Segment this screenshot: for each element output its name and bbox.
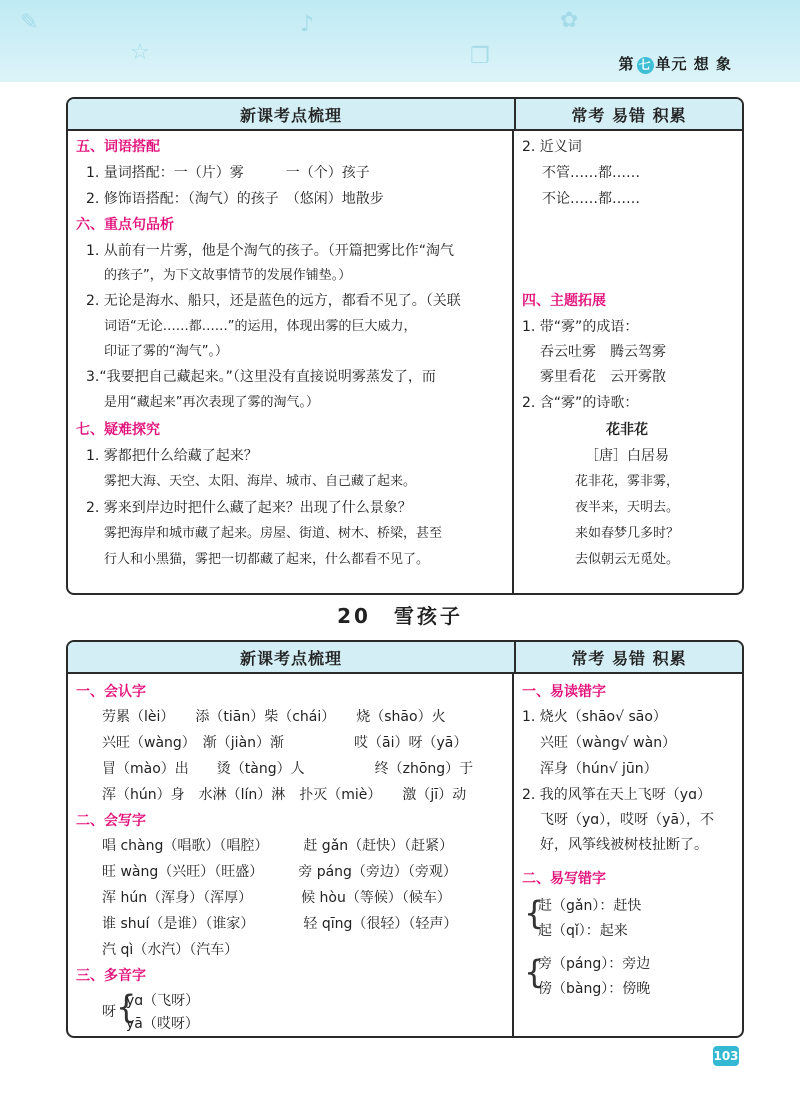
char-row: 唱 chàng（唱歌）（唱腔） 赶 gǎn（赶快）（赶紧） (102, 838, 454, 854)
note-text: 是用“藏起来”再次表现了雾的淘气。） (104, 395, 319, 410)
list-item: 浑身（hún√ jūn） (540, 761, 658, 777)
list-item: 1. 烧火（shāo√ sāo） (522, 709, 667, 725)
list-item: 2. 近义词 (522, 139, 582, 155)
panel-right-title: 常考 易错 积累 (571, 105, 687, 125)
list-item: 2. 无论是海水、船只，还是蓝色的远方，都看不见了。（关联 (86, 293, 461, 309)
note-text: 的孩子”，为下文故事情节的发展作铺垫。） (104, 268, 352, 283)
star-icon: ☆ (130, 40, 150, 65)
list-item: 1. 从前有一片雾，他是个淘气的孩子。（开篇把雾比作“淘气 (86, 243, 455, 259)
book-icon: ❐ (470, 44, 490, 69)
list-item: 1. 带“雾”的成语： (522, 319, 639, 335)
lesson-name: 雪孩子 (393, 604, 463, 628)
poem-title: 花非花 (606, 422, 648, 438)
brace-icon: { (116, 988, 137, 1026)
list-item: 2. 我的风筝在天上飞呀（yɑ） (522, 787, 711, 803)
char-row: 汽 qì（水汽）（汽车） (102, 942, 239, 958)
confusable-char: 傍（bàng）：傍晚 (538, 981, 651, 997)
panel-header (68, 642, 742, 674)
section-heading: 六、重点句品析 (76, 217, 174, 233)
unit-title (619, 53, 732, 74)
list-item: 2. 含“雾”的诗歌： (522, 395, 639, 411)
section-heading: 七、疑难探究 (76, 422, 160, 438)
brace-icon: { (524, 953, 545, 991)
list-item: 好，风筝线被树枝扯断了。 (540, 837, 708, 853)
list-item: 飞呀（yɑ），哎呀（yā），不 (540, 812, 715, 828)
section-heading: 四、主题拓展 (522, 293, 606, 309)
idiom-row: 雾里看花 云开雾散 (540, 369, 666, 385)
left-column (68, 131, 514, 593)
word-row: 劳累（lèi） 添（tiān）柴（chái） 烧（shāo）火 (102, 709, 446, 725)
question: 1. 雾都把什么给藏了起来？ (86, 448, 258, 464)
char-row: 旺 wàng（兴旺）（旺盛） 旁 páng（旁边）（旁观） (102, 864, 457, 880)
section-heading: 五、词语搭配 (76, 139, 160, 155)
confusable-char: 起（qǐ）：起来 (538, 923, 628, 939)
pencil-icon: ✎ (20, 10, 39, 35)
section-heading: 二、易写错字 (522, 871, 606, 887)
answer: 行人和小黑猫，雾把一切都藏了起来，什么都看不见了。 (104, 552, 430, 567)
synonym: 不管……都…… (542, 165, 640, 181)
list-item: 3.“我要把自己藏起来。”（这里没有直接说明雾蒸发了，而 (86, 369, 436, 385)
idiom-row: 吞云吐雾 腾云驾雾 (540, 344, 666, 360)
list-item: 2. 修饰语搭配：（淘气）的孩子 （悠闲）地散步 (86, 191, 384, 207)
note-icon: ♪ (300, 12, 315, 37)
reading: yɑ（飞呀） (126, 993, 200, 1009)
section-heading: 一、会认字 (76, 684, 146, 700)
header-band (0, 0, 800, 82)
panel-header (68, 99, 742, 131)
poem-line: 去似朝云无觅处。 (574, 552, 679, 567)
poem-line: 夜半来，天明去。 (574, 500, 679, 515)
flower-icon: ✿ (560, 8, 579, 33)
lesson-title (0, 600, 800, 629)
right-column (514, 131, 742, 593)
answer: 雾把大海、天空、太阳、海岸、城市、自己藏了起来。 (104, 474, 417, 489)
note-text: 词语“无论……都……”的运用，体现出雾的巨大威力， (104, 319, 417, 334)
unit-prefix: 第 (618, 55, 635, 73)
list-item: 兴旺（wàng√ wàn） (540, 735, 677, 751)
question: 2. 雾来到岸边时把什么藏了起来？出现了什么景象？ (86, 500, 412, 516)
poem-author: ［唐］白居易 (585, 448, 669, 464)
char-row: 浑 hún（浑身）（浑厚） 候 hòu（等候）（候车） (102, 890, 451, 906)
review-panel-1 (66, 97, 744, 595)
brace-icon: { (524, 894, 545, 932)
synonym: 不论……都…… (542, 191, 640, 207)
char-row: 谁 shuí（是谁）（谁家） 轻 qīng（很轻）（轻声） (102, 916, 458, 932)
note-text: 印证了雾的“淘气”。） (104, 344, 228, 359)
poem-line: 花非花，雾非雾， (574, 474, 679, 489)
panel-left-title: 新课考点梳理 (68, 99, 516, 129)
word-row: 浑（hún）身 水淋（lín）淋 扑灭（miè） 激（jī）动 (102, 787, 467, 803)
section-heading: 三、多音字 (76, 968, 146, 984)
panel-right-title: 常考 易错 积累 (571, 648, 687, 668)
unit-number-badge: 七 (638, 58, 652, 72)
right-column (514, 674, 742, 1036)
polyphone-char: 呀 (102, 1004, 116, 1020)
answer: 雾把海岸和城市藏了起来。房屋、街道、树木、桥梁，甚至 (104, 526, 443, 541)
lesson-number: 20 (337, 604, 371, 628)
reading: yā（哎呀） (126, 1016, 199, 1032)
word-row: 冒（mào）出 烫（tàng）人 终（zhōng）于 (102, 761, 474, 777)
review-panel-2 (66, 640, 744, 1038)
page-number: 103 (713, 1046, 739, 1066)
confusable-char: 赶（gǎn）：赶快 (538, 898, 642, 914)
word-row: 兴旺（wàng） 渐（jiàn）渐 哎（āi）呀（yā） (102, 735, 468, 751)
unit-suffix: 单元 想 象 (655, 55, 732, 73)
list-item: 1. 量词搭配：一（片）雾 一（个）孩子 (86, 165, 370, 181)
poem-line: 来如春梦几多时？ (574, 526, 679, 541)
confusable-char: 旁（páng）：旁边 (538, 956, 651, 972)
section-heading: 二、会写字 (76, 813, 146, 829)
panel-left-title: 新课考点梳理 (68, 642, 516, 672)
section-heading: 一、易读错字 (522, 684, 606, 700)
left-column (68, 674, 514, 1036)
